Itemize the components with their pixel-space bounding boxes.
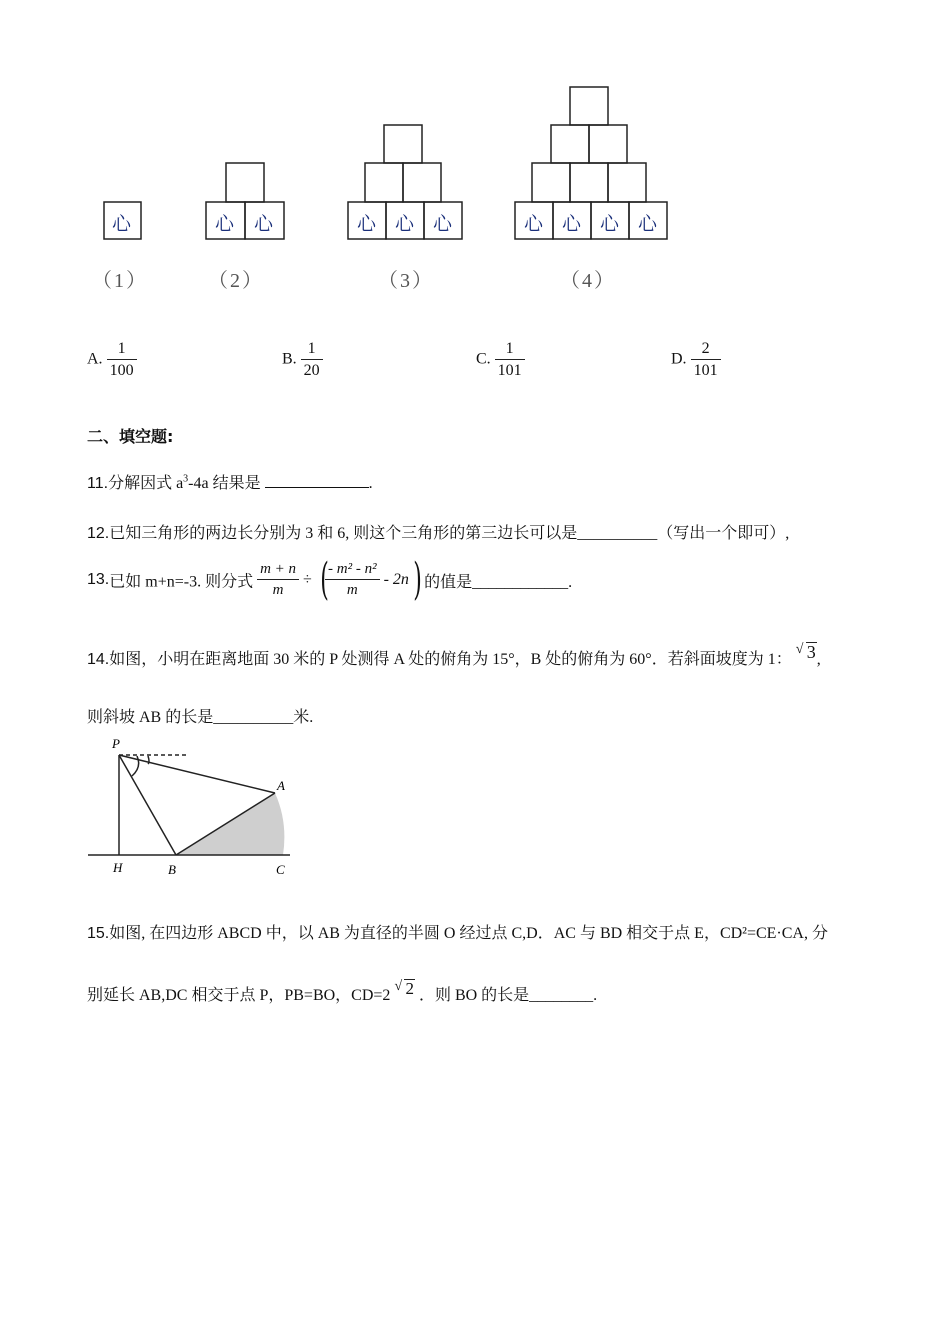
- figure-label-3: （3）: [378, 270, 434, 292]
- label-C: C: [276, 862, 285, 877]
- option-d[interactable]: D. $\frac{2}{101}$: [671, 341, 721, 379]
- sqrt-3: √ 3: [795, 642, 816, 662]
- label-H: H: [113, 860, 123, 875]
- box-char: 心: [395, 213, 415, 235]
- sqrt-2: √ 2: [394, 979, 414, 998]
- label-B: B: [168, 862, 176, 877]
- question-15: 15.如图, 在四边形 ABCD 中，以 AB 为直径的半圆 O 经过点 C,D．AC 与 BD 相交于点 E，CD²=CE·CA, 分: [87, 925, 828, 942]
- figure-label-4: （4）: [560, 270, 616, 292]
- box-char: 心: [357, 213, 377, 235]
- question-13: 13.已如 m+n=-3. 则分式 $\frac{m + n}{m}$ ÷ ( $\frac{\text{- m² - n²}}{m}$ - 2n) 的值是____________.: [87, 554, 573, 605]
- angle-arc-small: [148, 756, 149, 764]
- question-14: 14.如图，小明在距离地面 30 米的 P 处测得 A 处的俯角为 15°，B 处的俯角为 60°．若斜面坡度为 1： √ 3,: [87, 642, 821, 668]
- left-paren: (: [320, 554, 329, 605]
- label-P: P: [112, 736, 120, 751]
- line-PA: [119, 755, 275, 793]
- option-b[interactable]: B. $\frac{1}{20}$: [282, 341, 323, 379]
- box-char: 心: [600, 213, 620, 235]
- answer-blank[interactable]: [265, 473, 369, 488]
- option-a[interactable]: A. $\frac{1}{100}$: [87, 341, 137, 379]
- right-paren: ): [413, 554, 422, 605]
- box-char: 心: [562, 213, 582, 235]
- box-char: 心: [215, 213, 235, 235]
- section-title: 二、填空题:: [87, 427, 174, 446]
- figure-label-1: （1）: [92, 270, 148, 292]
- question-14-line2: 则斜坡 AB 的长是__________米.: [87, 709, 314, 726]
- box-char: 心: [524, 213, 544, 235]
- question-15-line2: 别延长 AB,DC 相交于点 P，PB=BO，CD=2 √ 2 ．则 BO 的长是________.: [87, 979, 598, 1004]
- question-12: 12.已知三角形的两边长分别为 3 和 6, 则这个三角形的第三边长可以是__________（写出一个即可）,: [87, 525, 790, 542]
- box-char: 心: [638, 213, 658, 235]
- pyramid-figure: [0, 0, 950, 300]
- box-char: 心: [433, 213, 453, 235]
- option-c[interactable]: C. $\frac{1}{101}$: [476, 341, 525, 379]
- figure-label-2: （2）: [208, 270, 264, 292]
- line-PB: [119, 755, 176, 855]
- box-char: 心: [254, 213, 274, 235]
- question-11: 11.分解因式 $a^3-4a$ 结果是 .: [87, 473, 373, 492]
- slope-figure: [80, 732, 310, 882]
- box-char: 心: [112, 213, 132, 235]
- label-A: A: [277, 778, 285, 793]
